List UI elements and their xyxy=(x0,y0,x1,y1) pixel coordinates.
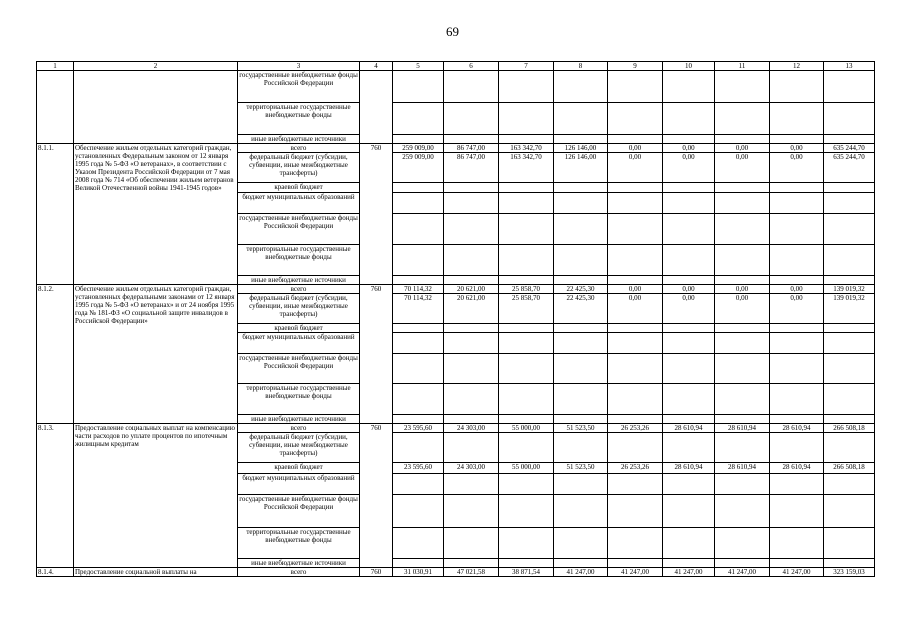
header-cell: 3 xyxy=(238,62,360,71)
value-cell xyxy=(393,495,444,528)
value-cell: 28 610,94 xyxy=(715,424,770,433)
value-cell xyxy=(608,214,663,245)
funding-source-cell: бюджет муниципальных образований xyxy=(238,333,360,354)
value-cell xyxy=(770,245,824,276)
value-cell: 139 019,32 xyxy=(824,285,875,294)
value-cell xyxy=(715,324,770,333)
value-cell xyxy=(715,354,770,384)
value-cell xyxy=(499,71,554,103)
value-cell: 0,00 xyxy=(608,285,663,294)
value-cell: 70 114,32 xyxy=(393,294,444,324)
value-cell: 163 342,70 xyxy=(499,153,554,183)
value-cell: 25 858,70 xyxy=(499,294,554,324)
item-code-cell: 8.1.3. xyxy=(37,424,74,568)
value-cell xyxy=(554,415,608,424)
value-cell: 20 621,00 xyxy=(444,285,499,294)
value-cell xyxy=(393,183,444,193)
value-cell xyxy=(393,276,444,285)
funding-source-cell: территориальные государственные внебюджетные фонды xyxy=(238,245,360,276)
value-cell xyxy=(393,103,444,135)
value-cell xyxy=(824,333,875,354)
value-cell xyxy=(663,276,715,285)
value-cell xyxy=(499,333,554,354)
table-row xyxy=(37,285,875,294)
value-cell xyxy=(499,495,554,528)
item-name-cell: Предоставление социальной выплаты на xyxy=(74,568,238,577)
value-cell xyxy=(608,324,663,333)
value-cell: 41 247,00 xyxy=(770,568,824,577)
value-cell xyxy=(608,474,663,495)
value-cell xyxy=(663,183,715,193)
funding-source-cell: всего xyxy=(238,285,360,294)
value-cell: 20 621,00 xyxy=(444,294,499,324)
value-cell xyxy=(554,559,608,568)
value-cell xyxy=(715,71,770,103)
value-cell: 51 523,50 xyxy=(554,424,608,433)
value-cell xyxy=(824,559,875,568)
value-cell xyxy=(554,333,608,354)
funding-source-cell: иные внебюджетные источники xyxy=(238,276,360,285)
value-cell: 47 021,58 xyxy=(444,568,499,577)
value-cell: 22 425,30 xyxy=(554,285,608,294)
department-code-cell: 760 xyxy=(360,144,393,285)
value-cell: 635 244,70 xyxy=(824,153,875,183)
value-cell xyxy=(770,71,824,103)
value-cell xyxy=(499,384,554,415)
value-cell: 28 610,94 xyxy=(663,463,715,474)
value-cell xyxy=(393,528,444,559)
value-cell: 0,00 xyxy=(770,153,824,183)
value-cell xyxy=(554,245,608,276)
value-cell xyxy=(715,193,770,214)
value-cell xyxy=(770,193,824,214)
value-cell: 41 247,00 xyxy=(715,568,770,577)
value-cell xyxy=(608,135,663,144)
value-cell: 70 114,32 xyxy=(393,285,444,294)
funding-source-cell: государственные внебюджетные фонды Российской Федерации xyxy=(238,214,360,245)
value-cell xyxy=(393,245,444,276)
value-cell xyxy=(499,135,554,144)
value-cell xyxy=(824,245,875,276)
value-cell xyxy=(715,559,770,568)
value-cell xyxy=(554,354,608,384)
value-cell xyxy=(824,474,875,495)
value-cell xyxy=(554,384,608,415)
value-cell: 86 747,00 xyxy=(444,153,499,183)
value-cell xyxy=(554,276,608,285)
value-cell xyxy=(663,528,715,559)
value-cell xyxy=(663,245,715,276)
value-cell xyxy=(715,276,770,285)
budget-table xyxy=(36,61,875,577)
value-cell xyxy=(770,559,824,568)
value-cell xyxy=(824,71,875,103)
funding-source-cell: федеральный бюджет (субсидии, субвенции, иные межбюджетные трансферты) xyxy=(238,294,360,324)
funding-source-cell: иные внебюджетные источники xyxy=(238,415,360,424)
value-cell: 0,00 xyxy=(770,294,824,324)
value-cell xyxy=(824,276,875,285)
value-cell xyxy=(770,103,824,135)
table-row xyxy=(37,568,875,577)
value-cell xyxy=(824,415,875,424)
value-cell: 0,00 xyxy=(608,153,663,183)
value-cell: 25 858,70 xyxy=(499,285,554,294)
value-cell xyxy=(824,324,875,333)
value-cell xyxy=(554,433,608,463)
value-cell: 55 000,00 xyxy=(499,463,554,474)
value-cell: 323 159,03 xyxy=(824,568,875,577)
value-cell xyxy=(715,333,770,354)
value-cell: 28 610,94 xyxy=(663,424,715,433)
value-cell xyxy=(444,193,499,214)
item-name-cell: Предоставление социальных выплат на компенсацию части расходов по уплате процентов по ипотечным жилищным кредитам xyxy=(74,424,238,568)
value-cell xyxy=(393,474,444,495)
value-cell: 24 303,00 xyxy=(444,424,499,433)
value-cell xyxy=(824,433,875,463)
value-cell xyxy=(608,559,663,568)
table-row xyxy=(37,71,875,103)
item-code-cell: 8.1.4. xyxy=(37,568,74,577)
value-cell xyxy=(393,559,444,568)
value-cell xyxy=(393,193,444,214)
funding-source-cell: государственные внебюджетные фонды Российской Федерации xyxy=(238,71,360,103)
value-cell xyxy=(499,214,554,245)
value-cell xyxy=(608,333,663,354)
funding-source-cell: территориальные государственные внебюджетные фонды xyxy=(238,384,360,415)
value-cell: 86 747,00 xyxy=(444,144,499,153)
value-cell xyxy=(824,528,875,559)
value-cell xyxy=(444,183,499,193)
value-cell xyxy=(393,135,444,144)
item-code-cell: 8.1.1. xyxy=(37,144,74,285)
header-cell: 13 xyxy=(824,62,875,71)
page-number: 69 xyxy=(446,24,459,39)
value-cell xyxy=(770,135,824,144)
value-cell xyxy=(770,214,824,245)
value-cell: 28 610,94 xyxy=(770,424,824,433)
value-cell xyxy=(663,333,715,354)
value-cell xyxy=(608,71,663,103)
value-cell: 0,00 xyxy=(715,294,770,324)
value-cell xyxy=(608,245,663,276)
value-cell xyxy=(715,214,770,245)
value-cell xyxy=(770,474,824,495)
funding-source-cell: иные внебюджетные источники xyxy=(238,559,360,568)
funding-source-cell: бюджет муниципальных образований xyxy=(238,193,360,214)
value-cell: 23 595,60 xyxy=(393,463,444,474)
funding-source-cell: федеральный бюджет (субсидии, субвенции, иные межбюджетные трансферты) xyxy=(238,433,360,463)
funding-source-cell: краевой бюджет xyxy=(238,463,360,474)
value-cell xyxy=(663,324,715,333)
value-cell xyxy=(663,71,715,103)
value-cell xyxy=(393,71,444,103)
value-cell xyxy=(499,559,554,568)
value-cell xyxy=(770,495,824,528)
value-cell xyxy=(499,245,554,276)
item-code-cell: 8.1.2. xyxy=(37,285,74,424)
value-cell xyxy=(444,103,499,135)
value-cell: 41 247,00 xyxy=(663,568,715,577)
value-cell xyxy=(608,495,663,528)
value-cell xyxy=(444,354,499,384)
value-cell: 259 009,00 xyxy=(393,153,444,183)
value-cell: 0,00 xyxy=(608,294,663,324)
header-cell: 4 xyxy=(360,62,393,71)
value-cell xyxy=(715,474,770,495)
value-cell xyxy=(444,474,499,495)
department-code-cell: 760 xyxy=(360,424,393,568)
value-cell: 635 244,70 xyxy=(824,144,875,153)
header-cell: 9 xyxy=(608,62,663,71)
value-cell: 259 009,00 xyxy=(393,144,444,153)
funding-source-cell: краевой бюджет xyxy=(238,183,360,193)
value-cell: 0,00 xyxy=(663,294,715,324)
value-cell xyxy=(444,415,499,424)
value-cell: 55 000,00 xyxy=(499,424,554,433)
value-cell xyxy=(499,324,554,333)
value-cell xyxy=(499,415,554,424)
value-cell xyxy=(715,415,770,424)
value-cell xyxy=(499,354,554,384)
value-cell xyxy=(608,193,663,214)
header-cell: 1 xyxy=(37,62,74,71)
value-cell xyxy=(554,214,608,245)
header-cell: 7 xyxy=(499,62,554,71)
header-cell: 6 xyxy=(444,62,499,71)
value-cell: 0,00 xyxy=(715,144,770,153)
value-cell: 266 508,18 xyxy=(824,463,875,474)
item-code-cell xyxy=(37,71,74,144)
value-cell xyxy=(554,193,608,214)
value-cell xyxy=(393,354,444,384)
funding-source-cell: краевой бюджет xyxy=(238,324,360,333)
funding-source-cell: территориальные государственные внебюджетные фонды xyxy=(238,103,360,135)
item-name-cell: Обеспечение жильем отдельных категорий граждан, установленных федеральными законами от 12 января 1995 года № 5-ФЗ «О ветеранах» и от 24 ноября 1995 года № 181-ФЗ «О социальной защите инвалидов в Российской Федерации» xyxy=(74,285,238,424)
funding-source-cell: всего xyxy=(238,144,360,153)
funding-source-cell: всего xyxy=(238,568,360,577)
value-cell xyxy=(554,495,608,528)
value-cell xyxy=(715,245,770,276)
value-cell: 22 425,30 xyxy=(554,294,608,324)
header-cell: 2 xyxy=(74,62,238,71)
value-cell xyxy=(663,384,715,415)
value-cell xyxy=(444,495,499,528)
value-cell xyxy=(824,214,875,245)
value-cell xyxy=(824,183,875,193)
department-code-cell: 760 xyxy=(360,568,393,577)
value-cell: 31 030,91 xyxy=(393,568,444,577)
value-cell xyxy=(499,193,554,214)
funding-source-cell: иные внебюджетные источники xyxy=(238,135,360,144)
value-cell: 0,00 xyxy=(663,153,715,183)
value-cell xyxy=(663,214,715,245)
value-cell xyxy=(608,276,663,285)
header-cell: 5 xyxy=(393,62,444,71)
value-cell: 24 303,00 xyxy=(444,463,499,474)
value-cell xyxy=(663,193,715,214)
value-cell xyxy=(393,214,444,245)
funding-source-cell: государственные внебюджетные фонды Российской Федерации xyxy=(238,354,360,384)
value-cell xyxy=(770,415,824,424)
funding-source-cell: государственные внебюджетные фонды Российской Федерации xyxy=(238,495,360,528)
value-cell: 163 342,70 xyxy=(499,144,554,153)
value-cell xyxy=(444,333,499,354)
value-cell xyxy=(554,135,608,144)
value-cell xyxy=(663,433,715,463)
value-cell xyxy=(663,415,715,424)
value-cell xyxy=(554,528,608,559)
value-cell xyxy=(499,276,554,285)
funding-source-cell: бюджет муниципальных образований xyxy=(238,474,360,495)
value-cell xyxy=(663,354,715,384)
value-cell: 28 610,94 xyxy=(770,463,824,474)
value-cell xyxy=(770,384,824,415)
value-cell xyxy=(770,433,824,463)
value-cell xyxy=(824,384,875,415)
value-cell xyxy=(824,135,875,144)
value-cell xyxy=(608,415,663,424)
value-cell xyxy=(663,559,715,568)
value-cell xyxy=(554,183,608,193)
value-cell xyxy=(608,433,663,463)
value-cell xyxy=(444,135,499,144)
value-cell xyxy=(608,528,663,559)
value-cell xyxy=(770,276,824,285)
value-cell xyxy=(824,354,875,384)
value-cell xyxy=(770,354,824,384)
header-cell: 8 xyxy=(554,62,608,71)
value-cell xyxy=(444,276,499,285)
value-cell xyxy=(393,333,444,354)
value-cell: 51 523,50 xyxy=(554,463,608,474)
value-cell xyxy=(663,474,715,495)
value-cell: 0,00 xyxy=(608,144,663,153)
value-cell xyxy=(393,433,444,463)
value-cell xyxy=(608,103,663,135)
value-cell: 139 019,32 xyxy=(824,294,875,324)
value-cell xyxy=(499,433,554,463)
header-cell: 12 xyxy=(770,62,824,71)
value-cell: 26 253,26 xyxy=(608,424,663,433)
value-cell: 0,00 xyxy=(663,285,715,294)
value-cell: 0,00 xyxy=(715,285,770,294)
value-cell: 0,00 xyxy=(770,144,824,153)
department-code-cell: 760 xyxy=(360,285,393,424)
value-cell xyxy=(554,324,608,333)
value-cell xyxy=(499,103,554,135)
value-cell xyxy=(444,214,499,245)
table-header-row xyxy=(37,62,875,71)
header-cell: 10 xyxy=(663,62,715,71)
department-code-cell xyxy=(360,71,393,144)
value-cell xyxy=(770,324,824,333)
value-cell xyxy=(824,103,875,135)
value-cell xyxy=(715,495,770,528)
value-cell xyxy=(608,183,663,193)
value-cell xyxy=(715,135,770,144)
value-cell: 26 253,26 xyxy=(608,463,663,474)
value-cell xyxy=(663,135,715,144)
value-cell xyxy=(444,71,499,103)
value-cell xyxy=(444,559,499,568)
item-name-cell xyxy=(74,71,238,144)
value-cell xyxy=(444,324,499,333)
value-cell xyxy=(393,324,444,333)
value-cell xyxy=(554,474,608,495)
value-cell xyxy=(715,183,770,193)
header-cell: 11 xyxy=(715,62,770,71)
value-cell xyxy=(444,384,499,415)
value-cell: 126 146,00 xyxy=(554,144,608,153)
value-cell xyxy=(715,433,770,463)
value-cell xyxy=(499,183,554,193)
value-cell xyxy=(663,495,715,528)
item-name-cell: Обеспечение жильем отдельных категорий граждан, установленных Федеральным законом от 12 января 1995 года № 5-ФЗ «О ветеранах», в соответствии с Указом Президента Российской Федерации от 7 мая 2008 года № 714 «Об обеспечении жильем ветеранов Великой Отечественной войны 1941-1945 годов» xyxy=(74,144,238,285)
value-cell xyxy=(444,245,499,276)
funding-source-cell: федеральный бюджет (субсидии, субвенции, иные межбюджетные трансферты) xyxy=(238,153,360,183)
value-cell xyxy=(444,433,499,463)
table-row xyxy=(37,424,875,433)
funding-source-cell: всего xyxy=(238,424,360,433)
value-cell xyxy=(715,384,770,415)
value-cell xyxy=(663,103,715,135)
value-cell xyxy=(608,384,663,415)
value-cell: 38 871,54 xyxy=(499,568,554,577)
value-cell xyxy=(499,528,554,559)
value-cell: 0,00 xyxy=(715,153,770,183)
value-cell xyxy=(770,528,824,559)
value-cell xyxy=(770,333,824,354)
value-cell xyxy=(608,354,663,384)
value-cell xyxy=(554,71,608,103)
table-row xyxy=(37,144,875,153)
value-cell: 23 595,60 xyxy=(393,424,444,433)
value-cell xyxy=(499,474,554,495)
value-cell xyxy=(824,495,875,528)
value-cell: 41 247,00 xyxy=(554,568,608,577)
value-cell xyxy=(444,528,499,559)
value-cell: 28 610,94 xyxy=(715,463,770,474)
value-cell: 0,00 xyxy=(663,144,715,153)
value-cell: 41 247,00 xyxy=(608,568,663,577)
value-cell xyxy=(715,103,770,135)
value-cell xyxy=(715,528,770,559)
value-cell xyxy=(393,384,444,415)
value-cell: 126 146,00 xyxy=(554,153,608,183)
value-cell: 0,00 xyxy=(770,285,824,294)
value-cell: 266 508,18 xyxy=(824,424,875,433)
value-cell xyxy=(770,183,824,193)
value-cell xyxy=(393,415,444,424)
value-cell xyxy=(554,103,608,135)
funding-source-cell: территориальные государственные внебюджетные фонды xyxy=(238,528,360,559)
value-cell xyxy=(824,193,875,214)
